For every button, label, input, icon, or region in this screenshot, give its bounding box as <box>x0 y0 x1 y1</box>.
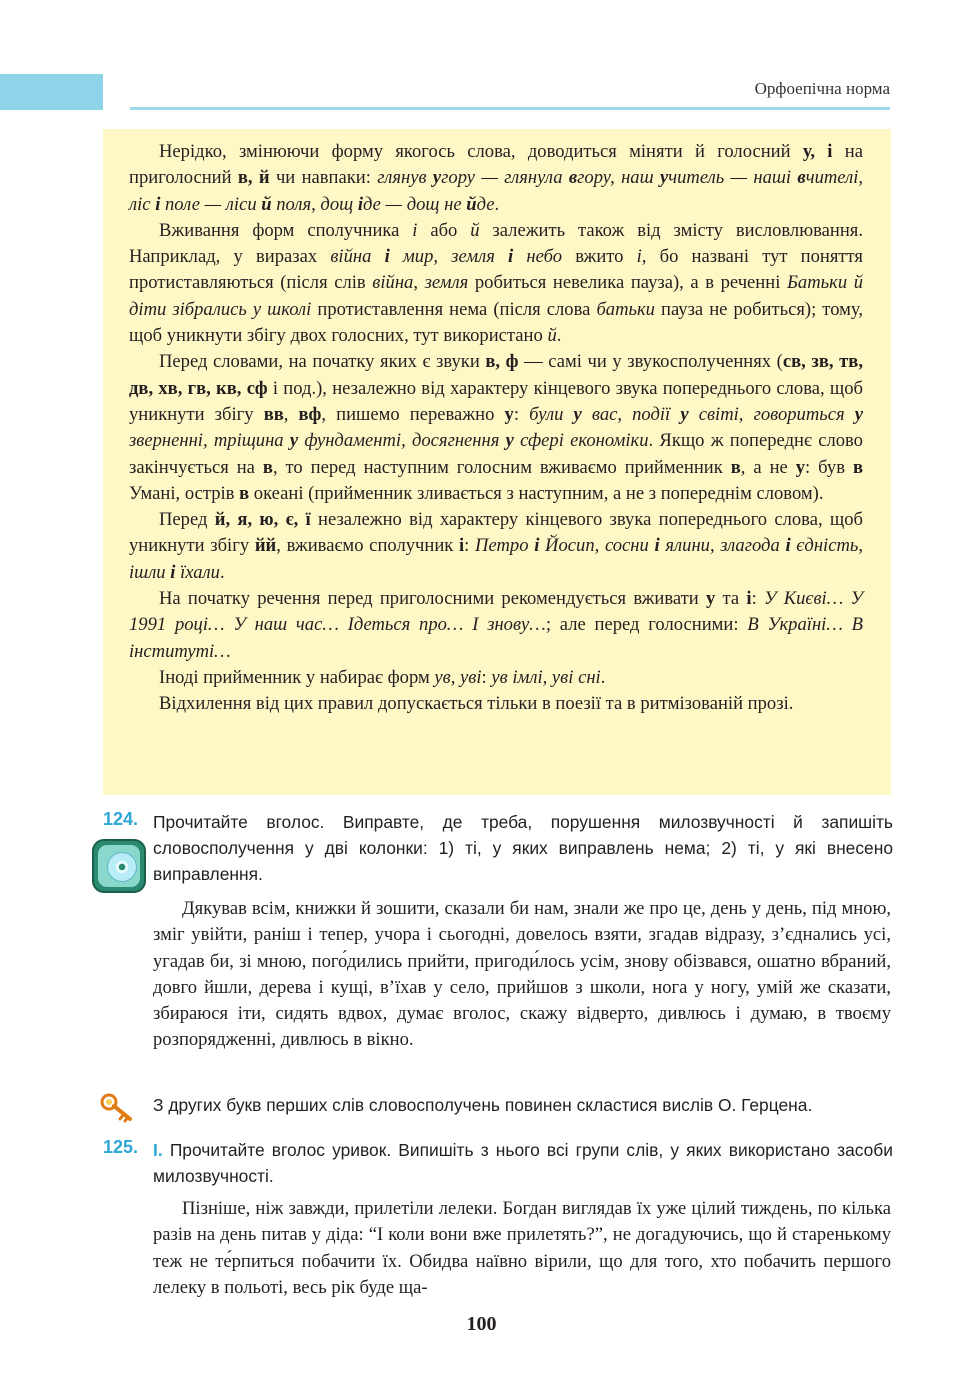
cd-disc-icon <box>92 839 146 893</box>
task-instruction <box>153 1137 893 1189</box>
rule-paragraph: Нерідко, змінюючи форму якогось слова, доводиться міняти й голосний у, і на приголосний в, й чи навпаки: глянув угору — глянула вгору, наш учитель — наші вчителі, ліс і поле — ліси й поля, дощ іде — дощ не йде. <box>129 141 864 215</box>
task-instruction-text: Прочитайте вголос уривок. Випишіть з нього всі групи слів, у яких використано засоби милозвучності. <box>153 1140 893 1186</box>
key-note: З других букв перших слів словосполучень повинен скластися вислів О. Герцена. <box>153 1095 813 1115</box>
rule-paragraph: Перед й, я, ю, є, ї незалежно від характеру кінцевого звука попереднього слова, щоб уникнути збігу йй, вживаємо сполучник і: Петро і Йосип, сосни і ялини, злагода і єдність, ішли і їхали. <box>129 509 863 583</box>
rule-paragraph: Відхилення від цих правил допускається тільки в поезії та в ритмізованій прозі. <box>159 693 794 715</box>
rule-paragraph: Вживання форм сполучника і або й залежить також від змісту висловлювання. Наприклад, у виразах війна і мир, земля і небо вжито і, бо названі тут поняття протиставляються (після слів війна, земля робиться невелика пауза), а в реченні Батьки й діти зібрались у школі протиставлення нема (після слова батьки пауза не робиться); тому, щоб уникнути збігу двох голосних, тут використано й. <box>129 219 864 347</box>
task-125 <box>103 1137 893 1189</box>
key-icon <box>100 1092 138 1124</box>
page-corner-tab <box>0 74 103 110</box>
section-title: Орфоепічна норма <box>754 79 890 98</box>
task-124-exercise-text: Дякував всім, книжки й зошити, сказали би нам, знали же про це, день у день, під мною, зміг увійти, раніш і тепер, учора і сьогодні, довелось взяти, згадав відразу, з’єднались усі, угадав би, зі мною, пого́дились прийти, пригоди́лось усім, знову обізвався, ошатно вбраний, довго йшли, дерева і кущі, в’їхав у село, прийшов з школи, нога у ногу, умій же сказати, збираюся іти, сидять вдвох, думає вголос, скажу відверто, дивлюсь і думаю, в твоєму розпорядженні, дивлюсь в вікно. <box>153 898 891 1051</box>
page-number: 100 <box>466 1313 497 1335</box>
rule-box <box>103 129 891 795</box>
header-rule <box>130 107 890 110</box>
task-part-label: І. <box>153 1140 163 1160</box>
task-124 <box>103 809 893 887</box>
rule-paragraph: Перед словами, на початку яких є звуки в, ф — самі чи у звукосполученнях (св, зв, тв, дв, хв, гв, кв, сф і под.), незалежно від характеру кінцевого звука попереднього слова, щоб уникнути збігу вв, вф, пишемо переважно у: були у вас, події у світі, говориться у зверненні, тріщина у фундаменті, досягнення у сфері економіки. Якщо ж попереднє слово закінчується на в, то перед наступним голосним вживаємо прийменник в, а не у: був в Умані, острів в океані (прийменник зливається з наступним, а не з попереднім словом). <box>129 351 864 504</box>
rule-paragraph: Іноді прийменник у набирає форм ув, уві: ув імлі, уві сні. <box>159 666 606 688</box>
task-number: 124. <box>103 809 139 829</box>
task-125-excerpt: Пізніше, ніж завжди, прилетіли лелеки. Богдан виглядав їх уже цілий тиждень, по кілька разів на день питав у діда: “І коли вони вже прилетять?”, не догадуючись, що й старенькому теж не те́рпиться побачити їх. Обидва наївно вірили, що для того, хто побачить першого лелеку в польоті, весь рік буде ща- <box>153 1198 891 1298</box>
rule-paragraph: На початку речення перед приголосними рекомендується вживати у та і: У Києві… У 1991 році… У наш час… Ідеться про… І знову…; але перед голосними: В Україні… В інституті… <box>129 588 863 662</box>
task-number: 125. <box>103 1137 139 1157</box>
task-instruction: Прочитайте вголос. Виправте, де треба, порушення милозвучності й запишіть словосполучення у дві колонки: 1) ті, у яких виправлень нема; 2) ті, у які внесено виправлення. <box>153 812 893 884</box>
